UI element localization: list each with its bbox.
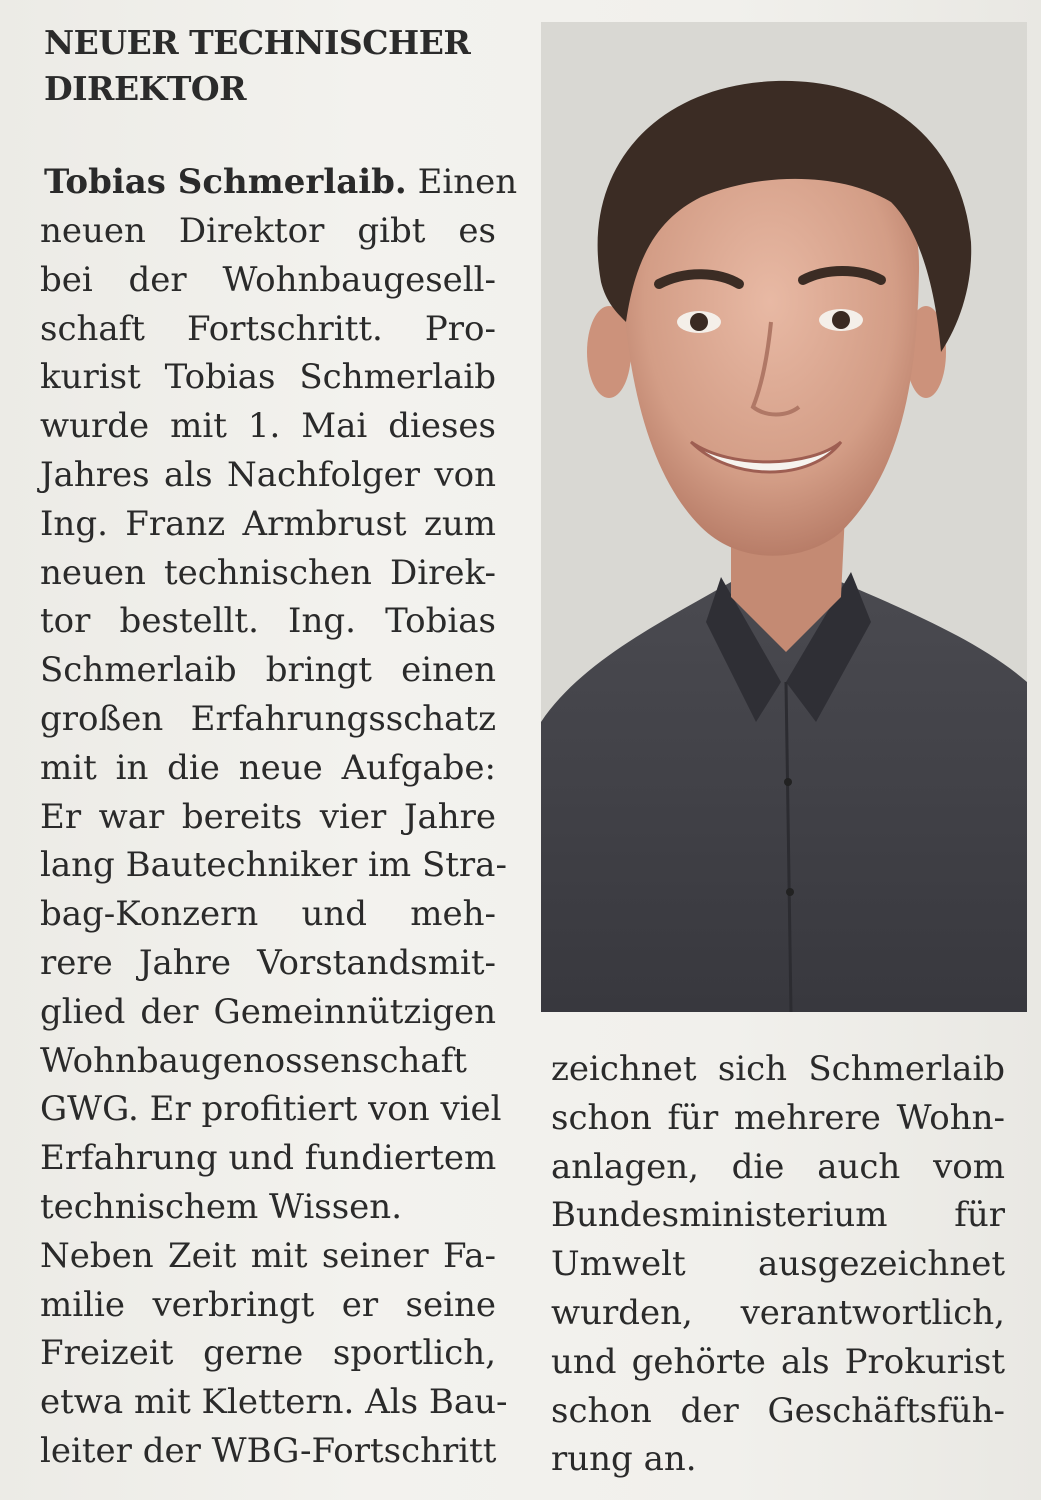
text-line: schon für mehrere Wohn- bbox=[551, 1097, 1005, 1138]
headline-line-2: DIREKTOR bbox=[44, 69, 247, 108]
portrait-photo bbox=[541, 22, 1027, 1012]
text-line: Bundesministerium für bbox=[551, 1195, 1005, 1236]
text-line: GWG. Er profitiert von viel bbox=[40, 1089, 502, 1130]
text-line: Erfahrung und fundiertem bbox=[40, 1138, 497, 1179]
text-line: schaft Fortschritt. Pro- bbox=[40, 308, 496, 349]
text-line: rung an. bbox=[551, 1439, 697, 1480]
text-line: wurde mit 1. Mai dieses bbox=[40, 406, 496, 447]
text-line: etwa mit Klettern. Als Bau- bbox=[40, 1382, 508, 1423]
headline-line-1: NEUER TECHNISCHER bbox=[44, 23, 471, 62]
text-line: zeichnet sich Schmerlaib bbox=[551, 1049, 1005, 1089]
article-headline bbox=[44, 20, 524, 112]
text-line: bag-Konzern und meh- bbox=[40, 894, 496, 935]
text-line: schon der Geschäftsfüh- bbox=[551, 1390, 1005, 1431]
text-line: anlagen, die auch vom bbox=[551, 1146, 1005, 1187]
text-line: und gehörte als Prokurist bbox=[551, 1341, 1005, 1382]
portrait-illustration bbox=[541, 22, 1027, 1012]
lead-name: Tobias Schmerlaib. bbox=[44, 162, 407, 202]
text-line: mit in die neue Aufgabe: bbox=[40, 747, 496, 788]
text-line: kurist Tobias Schmerlaib bbox=[40, 357, 496, 398]
text-line: milie verbringt er seine bbox=[40, 1284, 496, 1325]
text-line: bei der Wohnbaugesell- bbox=[40, 259, 496, 300]
text-line: Ing. Franz Armbrust zum bbox=[40, 503, 496, 544]
text-line: Freizeit gerne sportlich, bbox=[40, 1333, 496, 1374]
text-line: rere Jahre Vorstandsmit- bbox=[40, 943, 496, 983]
text-line: neuen Direktor gibt es bbox=[40, 211, 496, 251]
text-line: Neben Zeit mit seiner Fa- bbox=[40, 1235, 496, 1276]
text-line: großen Erfahrungsschatz bbox=[40, 699, 496, 739]
text-line: Wohnbaugenossenschaft bbox=[40, 1040, 467, 1081]
text-line: neuen technischen Direk- bbox=[40, 552, 496, 593]
lead-line bbox=[44, 158, 518, 207]
text-line: Jahres als Nachfolger von bbox=[40, 455, 496, 495]
text-line: technischem Wissen. bbox=[40, 1187, 402, 1227]
text-line: tor bestellt. Ing. Tobias bbox=[40, 601, 496, 642]
text-line: glied der Gemeinnützigen bbox=[40, 991, 496, 1032]
text-line: lang Bautechniker im Stra- bbox=[40, 845, 507, 886]
text-line: Er war bereits vier Jahre bbox=[40, 796, 496, 837]
text-line: Schmerlaib bringt einen bbox=[40, 650, 496, 691]
text-line: Umwelt ausgezeichnet bbox=[551, 1244, 1005, 1285]
text-line: leiter der WBG-Fortschritt bbox=[40, 1431, 497, 1471]
text-line: wurden, verantwortlich, bbox=[551, 1293, 1005, 1333]
lead-rest: Einen bbox=[417, 162, 518, 202]
